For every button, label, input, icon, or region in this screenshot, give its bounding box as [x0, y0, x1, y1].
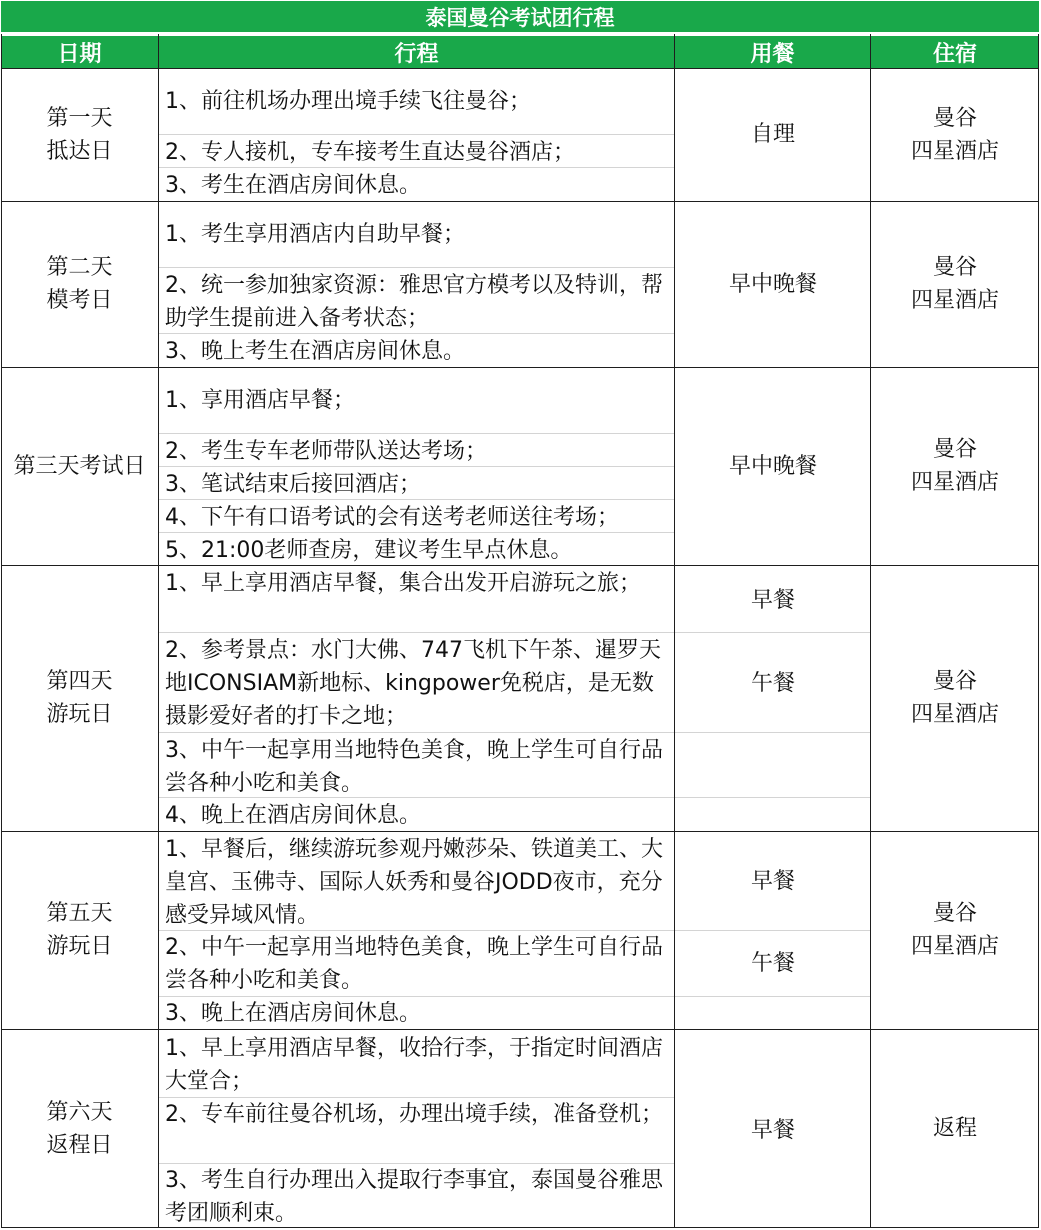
header-lodging: 住宿: [871, 36, 1039, 69]
day-4-date-line1: 第四天: [46, 669, 113, 694]
day-6-date: [1, 1029, 158, 1228]
table-title: 泰国曼谷考试团行程: [1, 1, 1039, 34]
grid-line: [1, 565, 1039, 566]
day-3-lodging-line1: 曼谷: [932, 437, 977, 462]
grid-line: [1, 201, 1039, 202]
day-3-step-5: 5、21:00老师查房，建议考生早点休息。: [165, 538, 573, 563]
grid-line: [870, 34, 871, 1228]
day-2-lodging: [871, 201, 1039, 367]
day-2-step-1: 1、考生享用酒店内自助早餐；: [165, 222, 465, 247]
separator: [159, 466, 674, 467]
day-2-date-line2: 模考日: [46, 288, 113, 313]
day-2-date-line1: 第二天: [46, 255, 113, 280]
day-6-lodging: [871, 1029, 1039, 1228]
day-6-step-1: 1、早上享用酒店早餐，收拾行李，于指定时间酒店大堂合；: [165, 1036, 663, 1094]
grid-line: [1, 831, 1039, 832]
separator: [159, 732, 674, 733]
day-5-date: [1, 831, 158, 1029]
day-3-date-line1: 第三天考试日: [13, 453, 146, 479]
day-4-lodging-line2: 四星酒店: [910, 702, 999, 727]
day-3-step-3: 3、笔试结束后接回酒店；: [165, 472, 421, 497]
day-4-step-3: 3、中午一起享用当地特色美食，晚上学生可自行品尝各种小吃和美食。: [165, 738, 663, 796]
day-2-step-3: 3、晚上考生在酒店房间休息。: [165, 339, 465, 364]
separator: [159, 134, 674, 135]
grid-line: [1, 1029, 1039, 1030]
day-1-lodging-line2: 四星酒店: [910, 139, 999, 164]
day-6-lodging-line1: 返程: [932, 1116, 977, 1141]
day-2-lodging-line2: 四星酒店: [910, 288, 999, 313]
separator: [675, 797, 870, 798]
day-5-meal-1: 早餐: [750, 869, 795, 894]
day-3-step-1: 1、享用酒店早餐；: [165, 388, 355, 413]
day-1-meal-1: 自理: [750, 122, 795, 147]
separator: [159, 996, 674, 997]
separator: [159, 797, 674, 798]
day-3-step-2: 2、考生专车老师带队送达考场；: [165, 439, 487, 464]
separator: [675, 930, 870, 931]
day-2-date: [1, 201, 158, 367]
separator: [159, 930, 674, 931]
day-4-date-line2: 游玩日: [46, 702, 113, 727]
separator: [159, 267, 674, 268]
grid-line: [1, 367, 1039, 368]
day-1-date-line2: 抵达日: [46, 139, 113, 164]
separator: [159, 1163, 674, 1164]
separator: [159, 333, 674, 334]
day-6-meal-1: 早餐: [750, 1118, 795, 1143]
day-5-lodging: [871, 831, 1039, 1029]
day-1-lodging: [871, 69, 1039, 201]
day-5-step-1: 1、早餐后，继续游玩参观丹嫩莎朵、铁道美工、大皇宫、玉佛寺、国际人妖秀和曼谷JODD夜市，充分感受异域风情。: [165, 837, 663, 928]
day-1-step-3: 3、考生在酒店房间休息。: [165, 173, 421, 198]
header-itinerary: 行程: [159, 36, 674, 69]
separator: [159, 1097, 674, 1098]
day-1-step-2: 2、专人接机，专车接考生直达曼谷酒店；: [165, 140, 575, 165]
day-5-meal-2: 午餐: [750, 951, 795, 976]
day-3-lodging: [871, 367, 1039, 565]
day-5-step-3: 3、晚上在酒店房间休息。: [165, 1001, 421, 1026]
day-6-step-2: 2、专车前往曼谷机场，办理出境手续，准备登机；: [165, 1102, 663, 1127]
day-4-step-1: 1、早上享用酒店早餐，集合出发开启游玩之旅；: [165, 571, 641, 596]
day-3-step-4: 4、下午有口语考试的会有送考老师送往考场；: [165, 505, 619, 530]
day-4-date: [1, 565, 158, 831]
separator: [159, 532, 674, 533]
separator: [675, 732, 870, 733]
day-3-date: [1, 367, 158, 565]
day-2-lodging-line1: 曼谷: [932, 255, 977, 280]
grid-line: [1, 34, 2, 1228]
day-3-meal-1: 早中晚餐: [728, 454, 817, 479]
day-2-step-2: 2、统一参加独家资源：雅思官方模考以及特训，帮助学生提前进入备考状态；: [165, 273, 663, 331]
day-5-lodging-line2: 四星酒店: [910, 934, 999, 959]
day-6-date-line2: 返程日: [46, 1132, 113, 1158]
grid-line: [1, 1227, 1039, 1228]
day-1-step-1: 1、前往机场办理出境手续飞往曼谷；: [165, 89, 531, 114]
day-4-step-2: 2、参考景点：水门大佛、747飞机下午茶、暹罗天地ICONSIAM新地标、kingpower免税店，是无数摄影爱好者的打卡之地；: [165, 638, 661, 729]
separator: [159, 433, 674, 434]
header-date: 日期: [1, 36, 158, 69]
separator: [675, 632, 870, 633]
day-5-lodging-line1: 曼谷: [932, 901, 977, 926]
separator: [159, 167, 674, 168]
day-2-meal-1: 早中晚餐: [728, 272, 817, 297]
grid-line: [674, 34, 675, 1228]
day-4-meal-2: 午餐: [750, 671, 795, 696]
grid-line: [1, 68, 1039, 69]
itinerary-table: [1, 1, 1039, 1228]
day-6-step-3: 3、考生自行办理出入提取行李事宜，泰国曼谷雅思考团顺利束。: [165, 1168, 663, 1226]
separator: [159, 499, 674, 500]
day-1-lodging-line1: 曼谷: [932, 106, 977, 131]
day-1-date-line1: 第一天: [46, 106, 113, 131]
separator: [675, 996, 870, 997]
day-5-step-2: 2、中午一起享用当地特色美食，晚上学生可自行品尝各种小吃和美食。: [165, 935, 663, 993]
grid-line: [1038, 34, 1039, 1228]
day-5-date-line1: 第五天: [46, 901, 113, 926]
day-1-date: [1, 69, 158, 201]
header-meals: 用餐: [675, 36, 870, 69]
day-4-step-4: 4、晚上在酒店房间休息。: [165, 803, 421, 828]
day-4-lodging-line1: 曼谷: [932, 669, 977, 694]
day-5-date-line2: 游玩日: [46, 934, 113, 959]
day-3-lodging-line2: 四星酒店: [910, 470, 999, 495]
day-4-lodging: [871, 565, 1039, 831]
grid-line: [158, 34, 159, 1228]
separator: [159, 632, 674, 633]
day-6-date-line1: 第六天: [46, 1099, 113, 1125]
day-4-meal-1: 早餐: [750, 588, 795, 613]
